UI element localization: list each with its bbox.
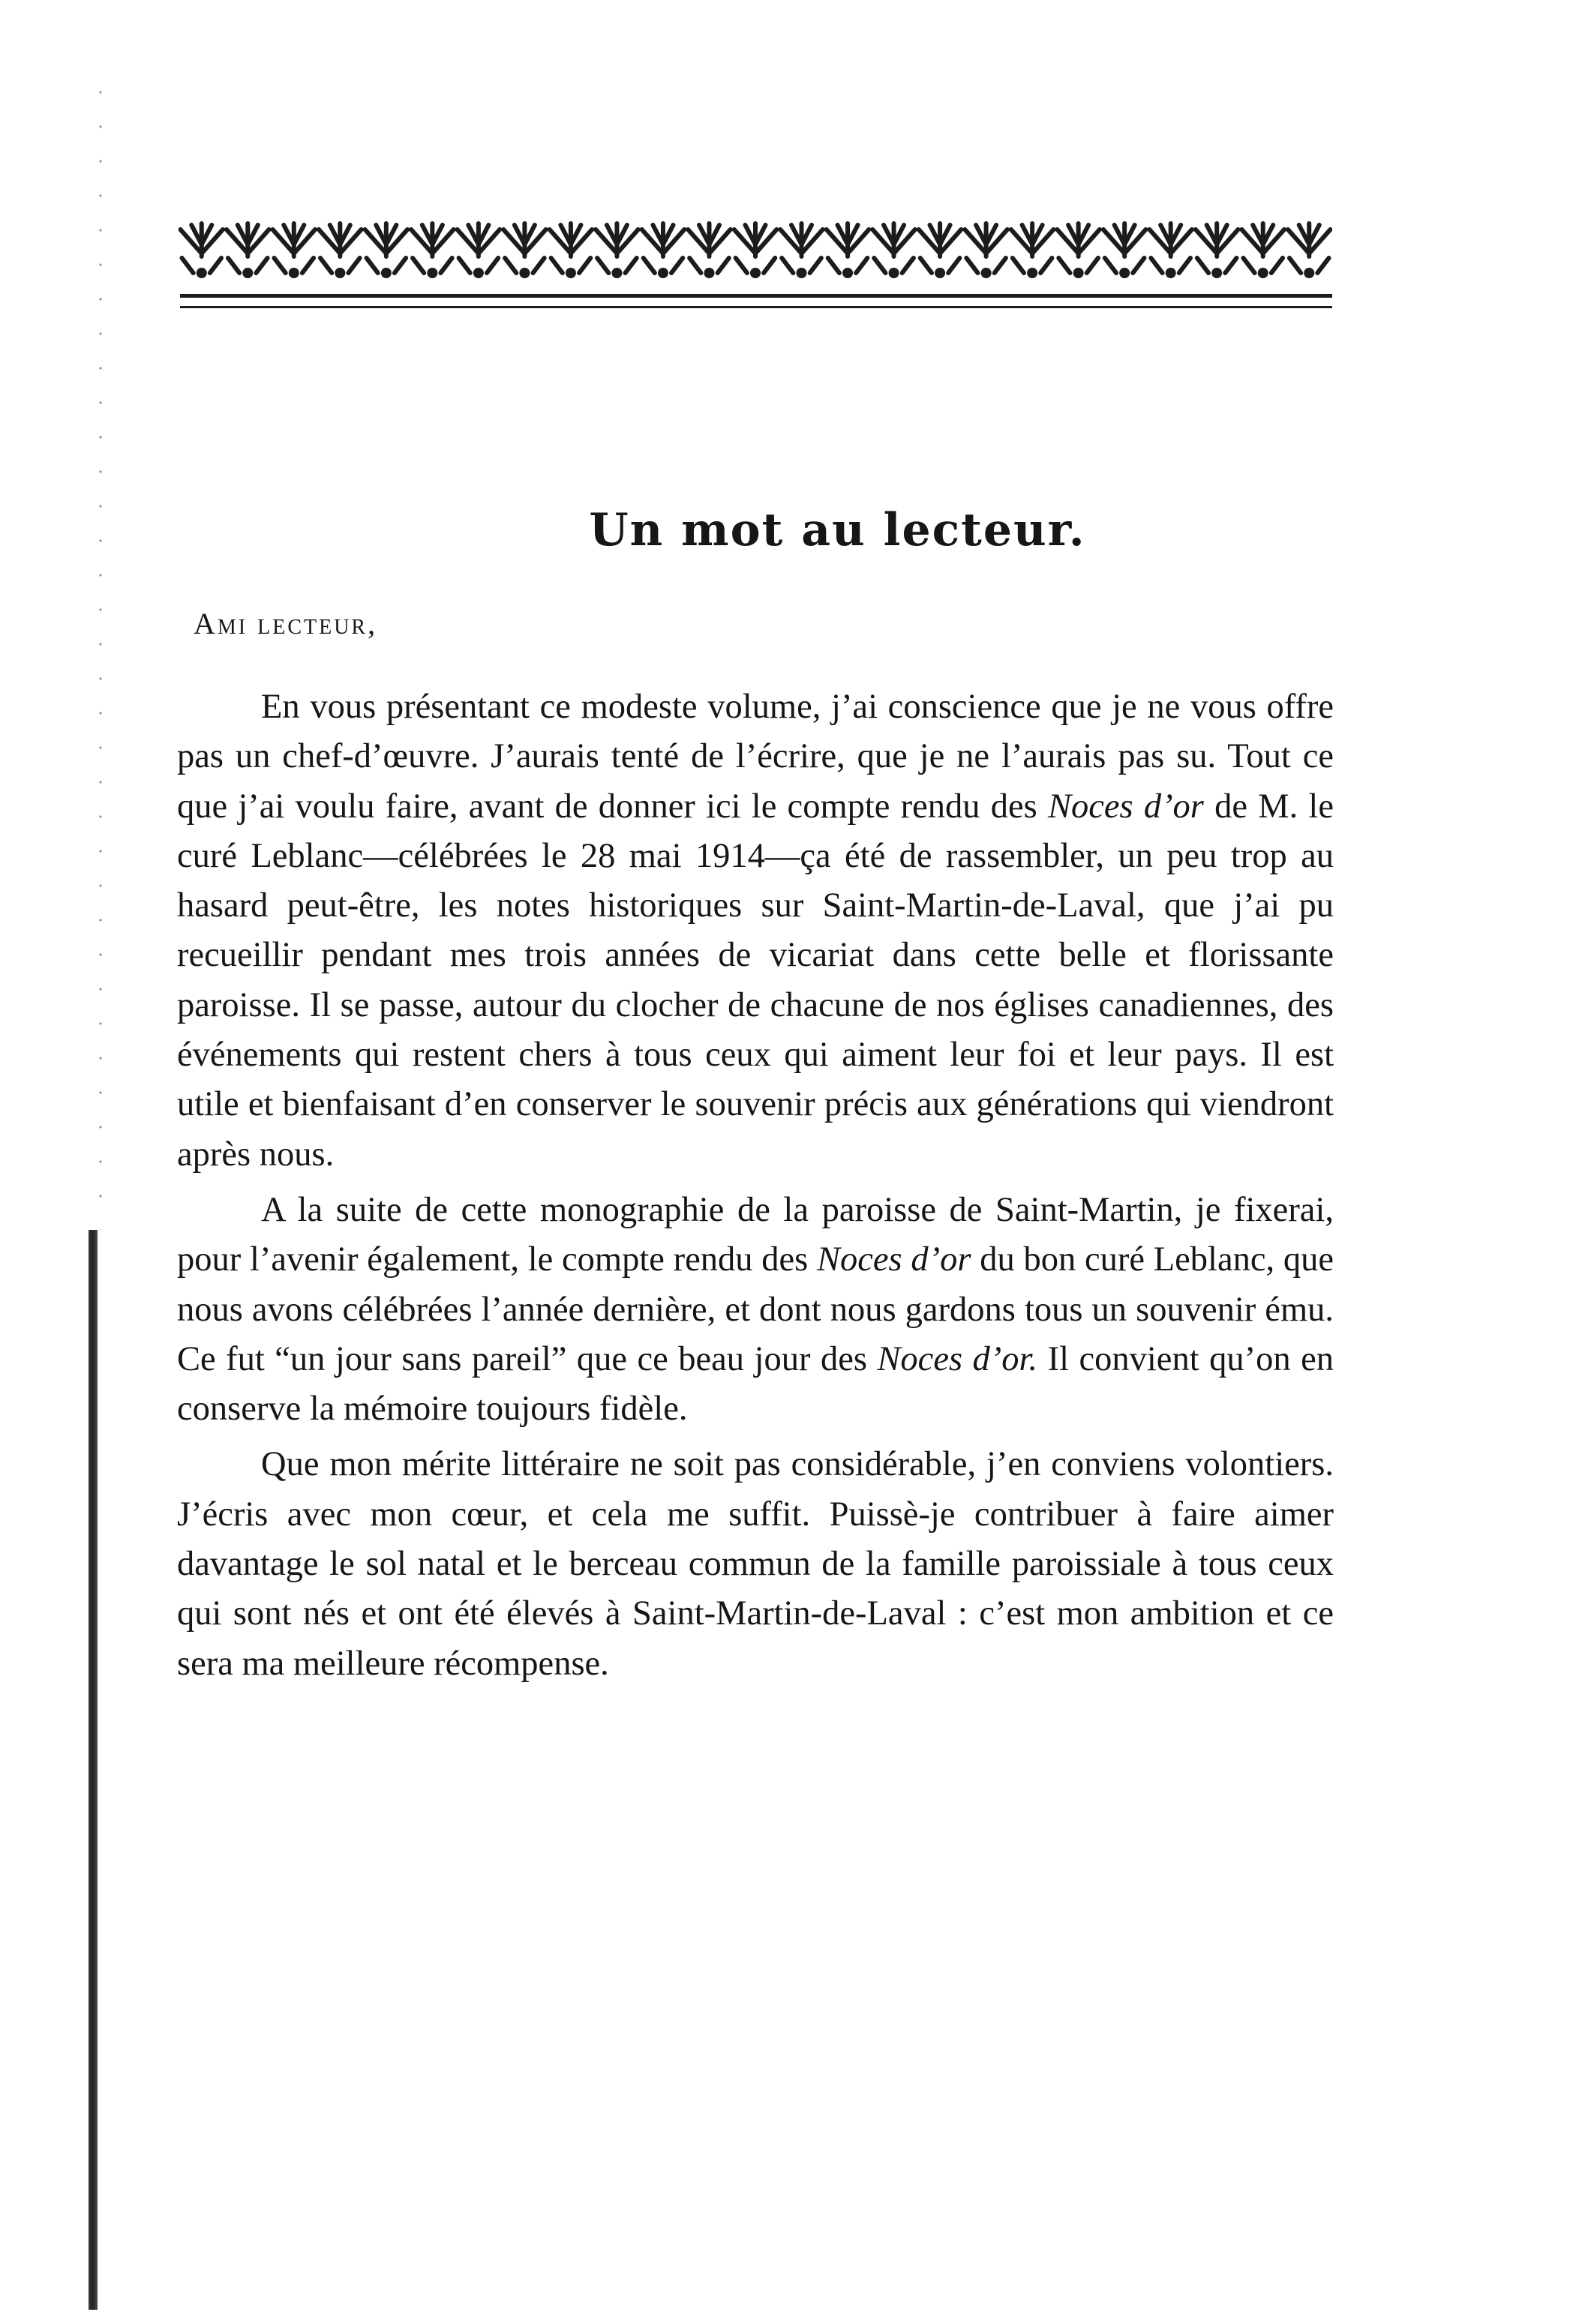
header-rule-thick — [180, 294, 1332, 298]
ornament-leaf-unit — [503, 223, 546, 278]
ornament-leaf-unit — [872, 223, 915, 278]
scan-edge-specks — [79, 75, 109, 1230]
italic-title-text: Noces d’or. — [877, 1339, 1038, 1378]
ornament-leaf-unit — [1057, 223, 1100, 278]
ornament-leaf-unit — [642, 223, 685, 278]
salutation: Ami lecteur, — [194, 607, 378, 640]
ornament-leaf-unit — [365, 223, 408, 278]
paragraph-text: En vous présentant ce modeste volume, j’ai conscience que je ne vous offre pas un chef-d’œuvre. J’aurais tenté de l’écrire, que je ne l’aurais pas su. Tout ce que j’ai voulu faire, avant de donner ici le compte rendu des — [177, 688, 1334, 826]
ornament-leaf-unit — [780, 223, 823, 278]
ornament-leaf-unit — [827, 223, 869, 278]
leaf-border-ornament-icon — [179, 219, 1332, 282]
ornament-leaf-unit — [596, 223, 638, 278]
paragraph — [177, 1186, 1334, 1434]
ornament-leaf-unit — [227, 223, 269, 278]
ornament-leaf-unit — [1103, 223, 1146, 278]
ornament-leaf-unit — [458, 223, 500, 278]
paragraph-text: du bon curé Leblanc, que nous avons célébrées l’année dernière, et dont nous gardons tous un souvenir ému. Ce fut “un jour sans pareil” que ce beau jour des — [177, 1240, 1334, 1378]
ornament-leaf-unit — [1241, 223, 1284, 278]
paragraph — [177, 1440, 1334, 1688]
ornament-leaf-unit — [1288, 223, 1331, 278]
ornament-leaf-unit — [1011, 223, 1054, 278]
ornament-leaf-unit — [1196, 223, 1238, 278]
paragraph-text: Il convient qu’on en conserve la mémoire toujours fidèle. — [177, 1339, 1334, 1429]
paragraph-text: de M. le curé Leblanc—célébrées le 28 mai 1914—ça été de rassembler, un peu trop au hasard peut-être, les notes historiques sur Saint-Martin-de-Laval, que j’ai pu recueillir pendant mes trois années de vicariat dans cette belle et florissante paroisse. Il se passe, autour du clocher de chacune de nos églises canadiennes, des événements qui restent chers à tous ceux qui aiment leur foi et leur pays. Il est utile et bienfaisant d’en conserver le souvenir précis aux générations qui viendront après nous. — [177, 787, 1334, 1174]
ornament-leaf-unit — [411, 223, 454, 278]
italic-title-text: Noces d’or — [817, 1240, 971, 1279]
ornament-leaf-unit — [688, 223, 731, 278]
body-text — [177, 682, 1334, 1695]
ornament-leaf-unit — [965, 223, 1007, 278]
header-rule-thin — [180, 306, 1332, 308]
paragraph-text: A la suite de cette monographie de la paroisse de Saint-Martin, je fixerai, pour l’avenir également, le compte rendu des — [177, 1190, 1334, 1279]
ornament-leaf-unit — [180, 223, 223, 278]
ornament-leaf-unit — [319, 223, 362, 278]
ornament-leaf-unit — [734, 223, 777, 278]
ornament-leaf-unit — [1149, 223, 1192, 278]
ornament-leaf-unit — [550, 223, 593, 278]
ornament-leaf-unit — [273, 223, 316, 278]
italic-title-text: Noces d’or — [1047, 787, 1204, 826]
page-title: Un mot au lecteur. — [589, 504, 1086, 556]
paragraph — [177, 682, 1334, 1180]
binding-edge — [89, 1230, 98, 2310]
paragraph-text: Que mon mérite littéraire ne soit pas considérable, j’en conviens volontiers. J’écris avec mon cœur, et cela me suffit. Puissè-je contribuer à faire aimer davantage le sol natal et le berceau commun de la famille paroissiale à tous ceux qui sont nés et ont été élevés à Saint-Martin-de-Laval : c’est mon ambition et ce sera ma meilleure récompense. — [177, 1445, 1334, 1683]
ornament-leaf-unit — [919, 223, 962, 278]
